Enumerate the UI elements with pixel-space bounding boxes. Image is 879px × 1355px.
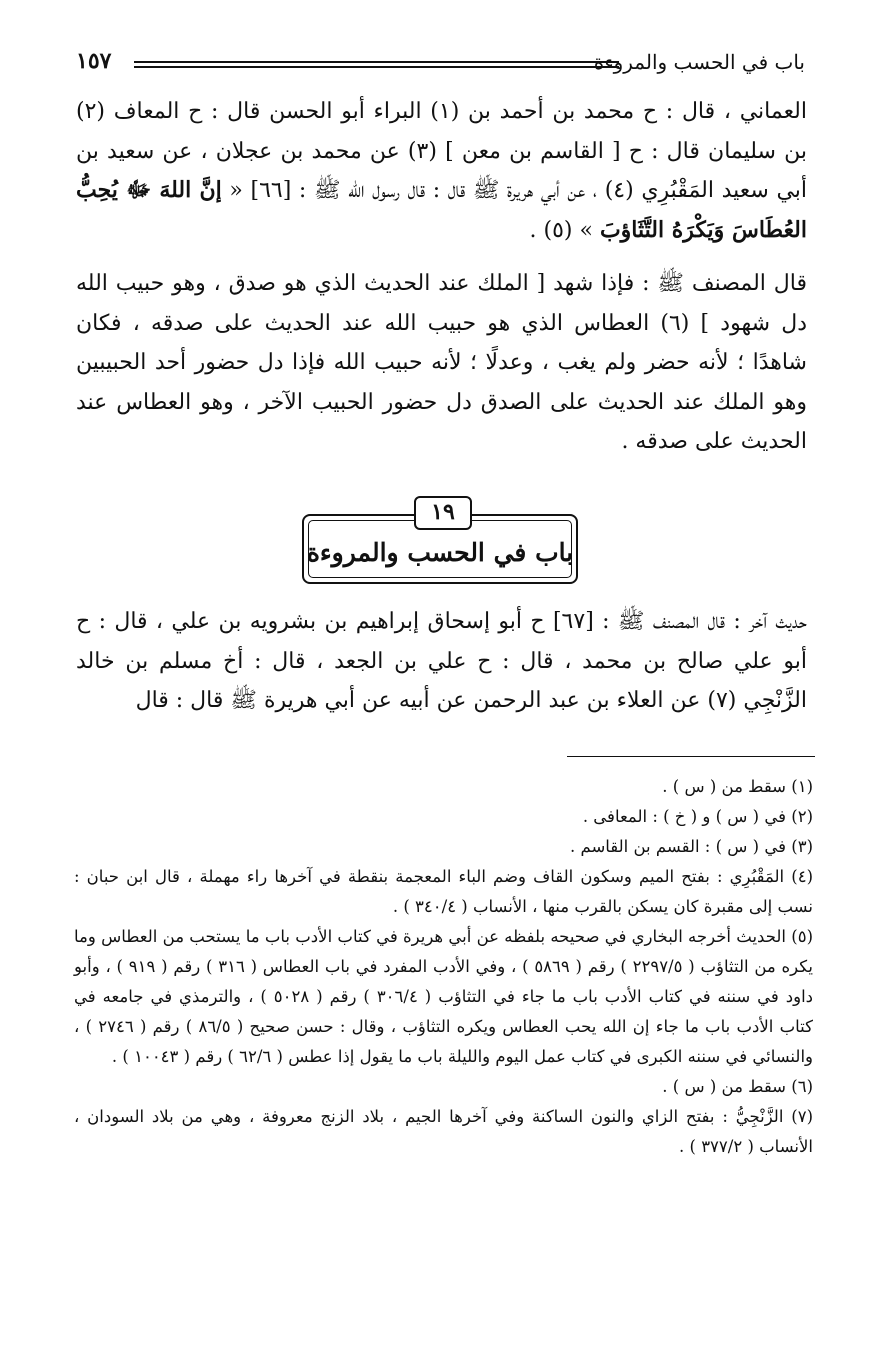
isnad-text: العماني ، قال : ح محمد بن أحمد بن (١) البراء أبو الحسن قال : ح المعاف (٢) بن سليمان قال : ح [ القاسم بن معن ] (٣) عن محمد بن عجلان ، عن سعيد بن أبي سعيد المَقْبُرِي (٤) ، عن أبي هريرة ﷺ قال : قال رسول الله ﷺ : [٦٦] «	[76, 99, 808, 203]
footnote: (٦) سقط من ( س ) .	[662, 1077, 813, 1096]
hadith-text: إنَّ اللهَ ﷻ يُحِبُّ العُطَاسَ وَيَكْرَهُ التَّثَاؤبَ	[76, 177, 807, 243]
footnote: (٣) في ( س ) : القسم بن القاسم .	[569, 837, 813, 856]
footnote-separator	[567, 756, 815, 757]
running-header-title: باب في الحسب والمروءة	[593, 50, 805, 74]
commentary-paragraph: قال المصنف ﷺ : فإذا شهد [ الملك عند الحديث الذي هو صدق ، وهو حبيب الله دل شهود ] (٦) العطاس الذي هو حبيب الله عند الحديث على صدقه ، فكان شاهدًا ؛ لأنه حضر ولم يغب ، وعدلًا ؛ لأنه حبيب الله فإذا دل حضور أحد الحبيبين وهو الملك عند الحديث على الصدق دل حضور الحبيب الآخر ، وهو العطاس عند الحديث على صدقه .	[76, 271, 807, 454]
chapter-text	[76, 602, 807, 721]
running-header	[76, 48, 805, 82]
footnote: (١) سقط من ( س ) .	[662, 777, 813, 796]
header-rule	[134, 61, 619, 68]
footnote: (٤) المَقْبُرِي : بفتح الميم وسكون القاف وضم الباء المعجمة بنقطة في آخرها راء مهملة ، قال ابن حبان : نسب إلى مقبرة كان يسكن بالقرب منها ، الأنساب ( ٣٤٠/٤ ) .	[74, 867, 813, 916]
hadith-paragraph	[76, 92, 807, 250]
footnote: (٥) الحديث أخرجه البخاري في صحيحه بلفظه عن أبي هريرة في كتاب الأدب باب ما يستحب من العطاس وما يكره من التثاؤب ( ٢٢٩٧/٥ ) رقم ( ٥٨٦٩ ) ، وفي الأدب المفرد في باب العطاس ( ٣١٦ ) رقم ( ٩١٩ ) ، وأبو داود في سننه في كتاب الأدب باب ما جاء في التثاؤب ( ٣٠٦/٤ ) رقم ( ٥٠٢٨ ) ، والترمذي في جامعه في كتاب الأدب باب ما جاء إن الله يحب العطاس ويكره التثاؤب ، وقال : حسن صحيح ( ٨٦/٥ ) رقم ( ٢٧٤٦ ) ، والنسائي في سننه الكبرى في كتاب عمل اليوم والليلة باب ما يقول إذا عطس ( ٦٢/٦ ) رقم ( ١٠٠٤٣ ) .	[74, 927, 813, 1066]
hadith-chain-paragraph: حديث آخر : قال المصنف ﷺ : [٦٧] ح أبو إسحاق إبراهيم بن بشرويه بن علي ، قال : ح أبو علي صالح بن محمد ، قال : ح علي بن الجعد ، قال : أخ مسلم بن خالد الزَّنْجِي (٧) عن العلاء بن عبد الرحمن عن أبيه عن أبي هريرة ﷺ قال : قال	[76, 609, 807, 713]
footnote: (٧) الزَّنْجِيُّ : بفتح الزاي والنون الساكنة وفي آخرها الجيم ، بلاد الزنج معروفة ، وهي من بلاد السودان ، الأنساب ( ٣٧٧/٢ ) .	[74, 1107, 813, 1156]
chapter-number: ١٩	[414, 496, 472, 530]
hadith-end: » (٥) .	[529, 217, 593, 243]
footnote: (٢) في ( س ) و ( خ ) : المعافى .	[582, 807, 813, 826]
page-number: ١٥٧	[76, 48, 112, 74]
main-text	[76, 92, 807, 462]
chapter-heading-box	[302, 499, 578, 584]
footnotes	[74, 772, 813, 1162]
chapter-title: باب في الحسب والمروءة	[306, 538, 574, 567]
